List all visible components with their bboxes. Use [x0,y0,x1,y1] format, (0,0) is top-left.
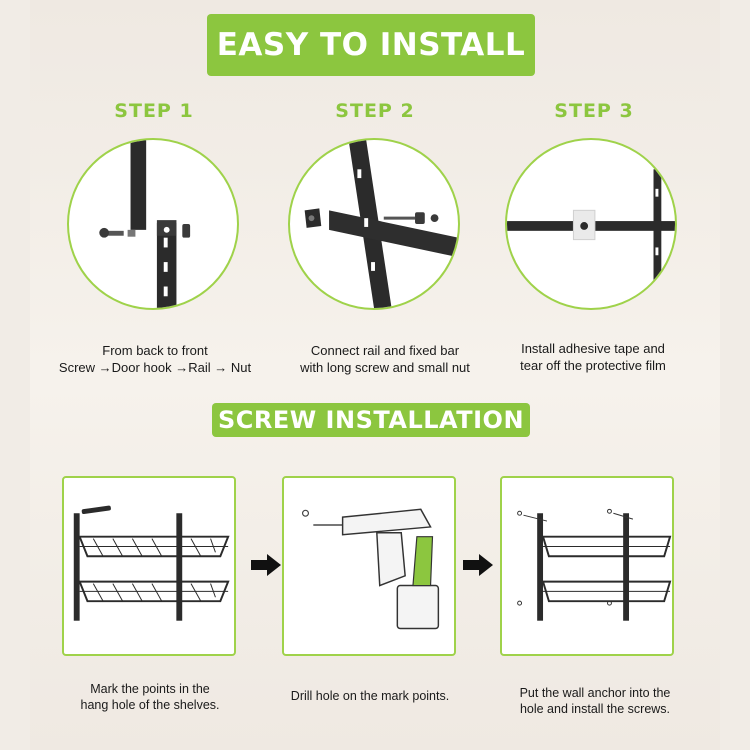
step-1-title: STEP 1 [114,100,194,122]
panel-1-caption-line-1: Mark the points in the [90,682,210,696]
panel-3-caption-line-1: Put the wall anchor into the [519,686,671,700]
panel-2-illustration [282,476,456,656]
step-2-caption [270,342,500,376]
step-2-caption-line-2: with long screw and small nut [300,360,470,375]
step-3-caption [488,340,698,374]
panel-3-caption-line-2: hole and install the screws. [519,702,671,716]
panel-3-illustration [500,476,674,656]
panel-1-caption-line-2: hang hole of the shelves. [80,698,220,712]
panel-2-caption-line-1: Drill hole on the mark points. [290,689,450,703]
step-3-title: STEP 3 [554,100,634,122]
step-2-title: STEP 2 [335,100,415,122]
panel-3-caption [485,685,705,717]
screw-installation-banner [212,403,530,437]
step-3-illustration [505,138,677,310]
main-title: EASY TO INSTALL [216,27,526,63]
step-3-caption-line-1: Install adhesive tape and [521,341,665,356]
main-title-banner [207,14,535,76]
step-2-illustration [288,138,460,310]
panel-2-caption [262,688,478,704]
step-1-caption-line-1: From back to front [102,343,208,358]
step-2-caption-line-1: Connect rail and fixed bar [310,343,460,358]
screw-installation-title: SCREW INSTALLATION [217,406,525,434]
step-1-illustration [67,138,239,310]
step-1-caption [40,342,270,376]
arrow-right-icon [251,554,281,576]
arrow-right-icon [463,554,493,576]
panel-1-caption [50,681,250,713]
panel-1-illustration [62,476,236,656]
step-3-caption-line-2: tear off the protective film [520,358,666,373]
step-1-caption-line-2: Screw →Door hook →Rail → Nut [58,360,252,375]
